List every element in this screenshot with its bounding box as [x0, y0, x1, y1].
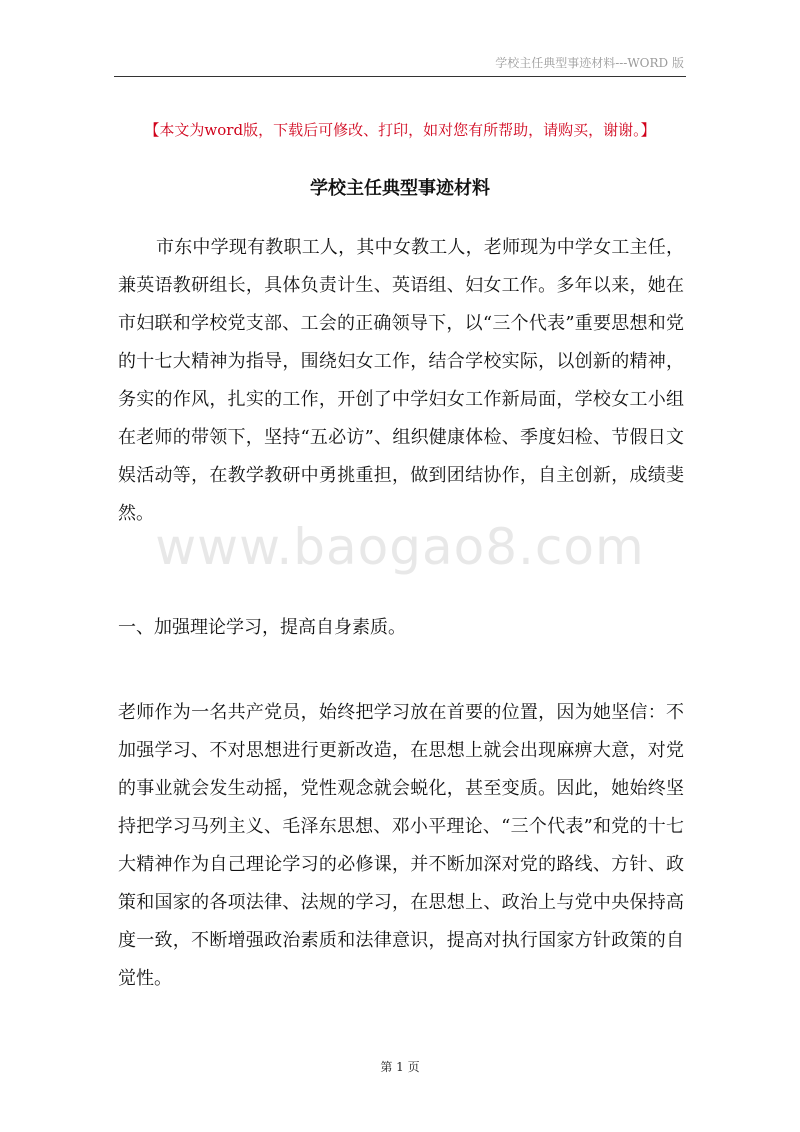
page-header: [114, 54, 686, 77]
page-number: 第 1 页: [380, 1060, 420, 1074]
header-text: 学校主任典型事迹材料---WORD 版: [495, 56, 684, 70]
watermark: www.baogao8.com: [155, 518, 645, 576]
intro-paragraph: 市东中学现有教职工人，其中女教工人，老师现为中学女工主任，兼英语教研组长，具体负责计生、英语组、妇女工作。多年以来，她在市妇联和学校党支部、工会的正确领导下，以“三个代表”重要思想和党的十七大精神为指导，围绕妇女工作，结合学校实际，以创新的精神，务实的作风，扎实的工作，开创了中学妇女工作新局面，学校女工小组在老师的带领下，坚持“五必访”、组织健康体检、季度妇检、节假日文娱活动等，在教学教研中勇挑重担，做到团结协作，自主创新，成绩斐然。: [118, 237, 684, 524]
document-title: 学校主任典型事迹材料: [310, 178, 490, 199]
section-paragraph: 老师作为一名共产党员，始终把学习放在首要的位置，因为她坚信：不加强学习、不对思想进行更新改造，在思想上就会出现麻痹大意，对党的事业就会发生动摇，党性观念就会蜕化，甚至变质。因此，她始终坚持把学习马列主义、毛泽东思想、邓小平理论、“三个代表”和党的十七大精神作为自己理论学习的必修课，并不断加深对党的路线、方针、政策和国家的各项法律、法规的学习，在思想上、政治上与党中央保持高度一致，不断增强政治素质和法律意识，提高对执行国家方针政策的自觉性。: [118, 702, 684, 989]
purchase-notice: 【本文为word版，下载后可修改、打印，如对您有所帮助，请购买，谢谢。】: [144, 121, 656, 139]
section-heading: 一、加强理论学习，提高自身素质。: [118, 617, 406, 638]
